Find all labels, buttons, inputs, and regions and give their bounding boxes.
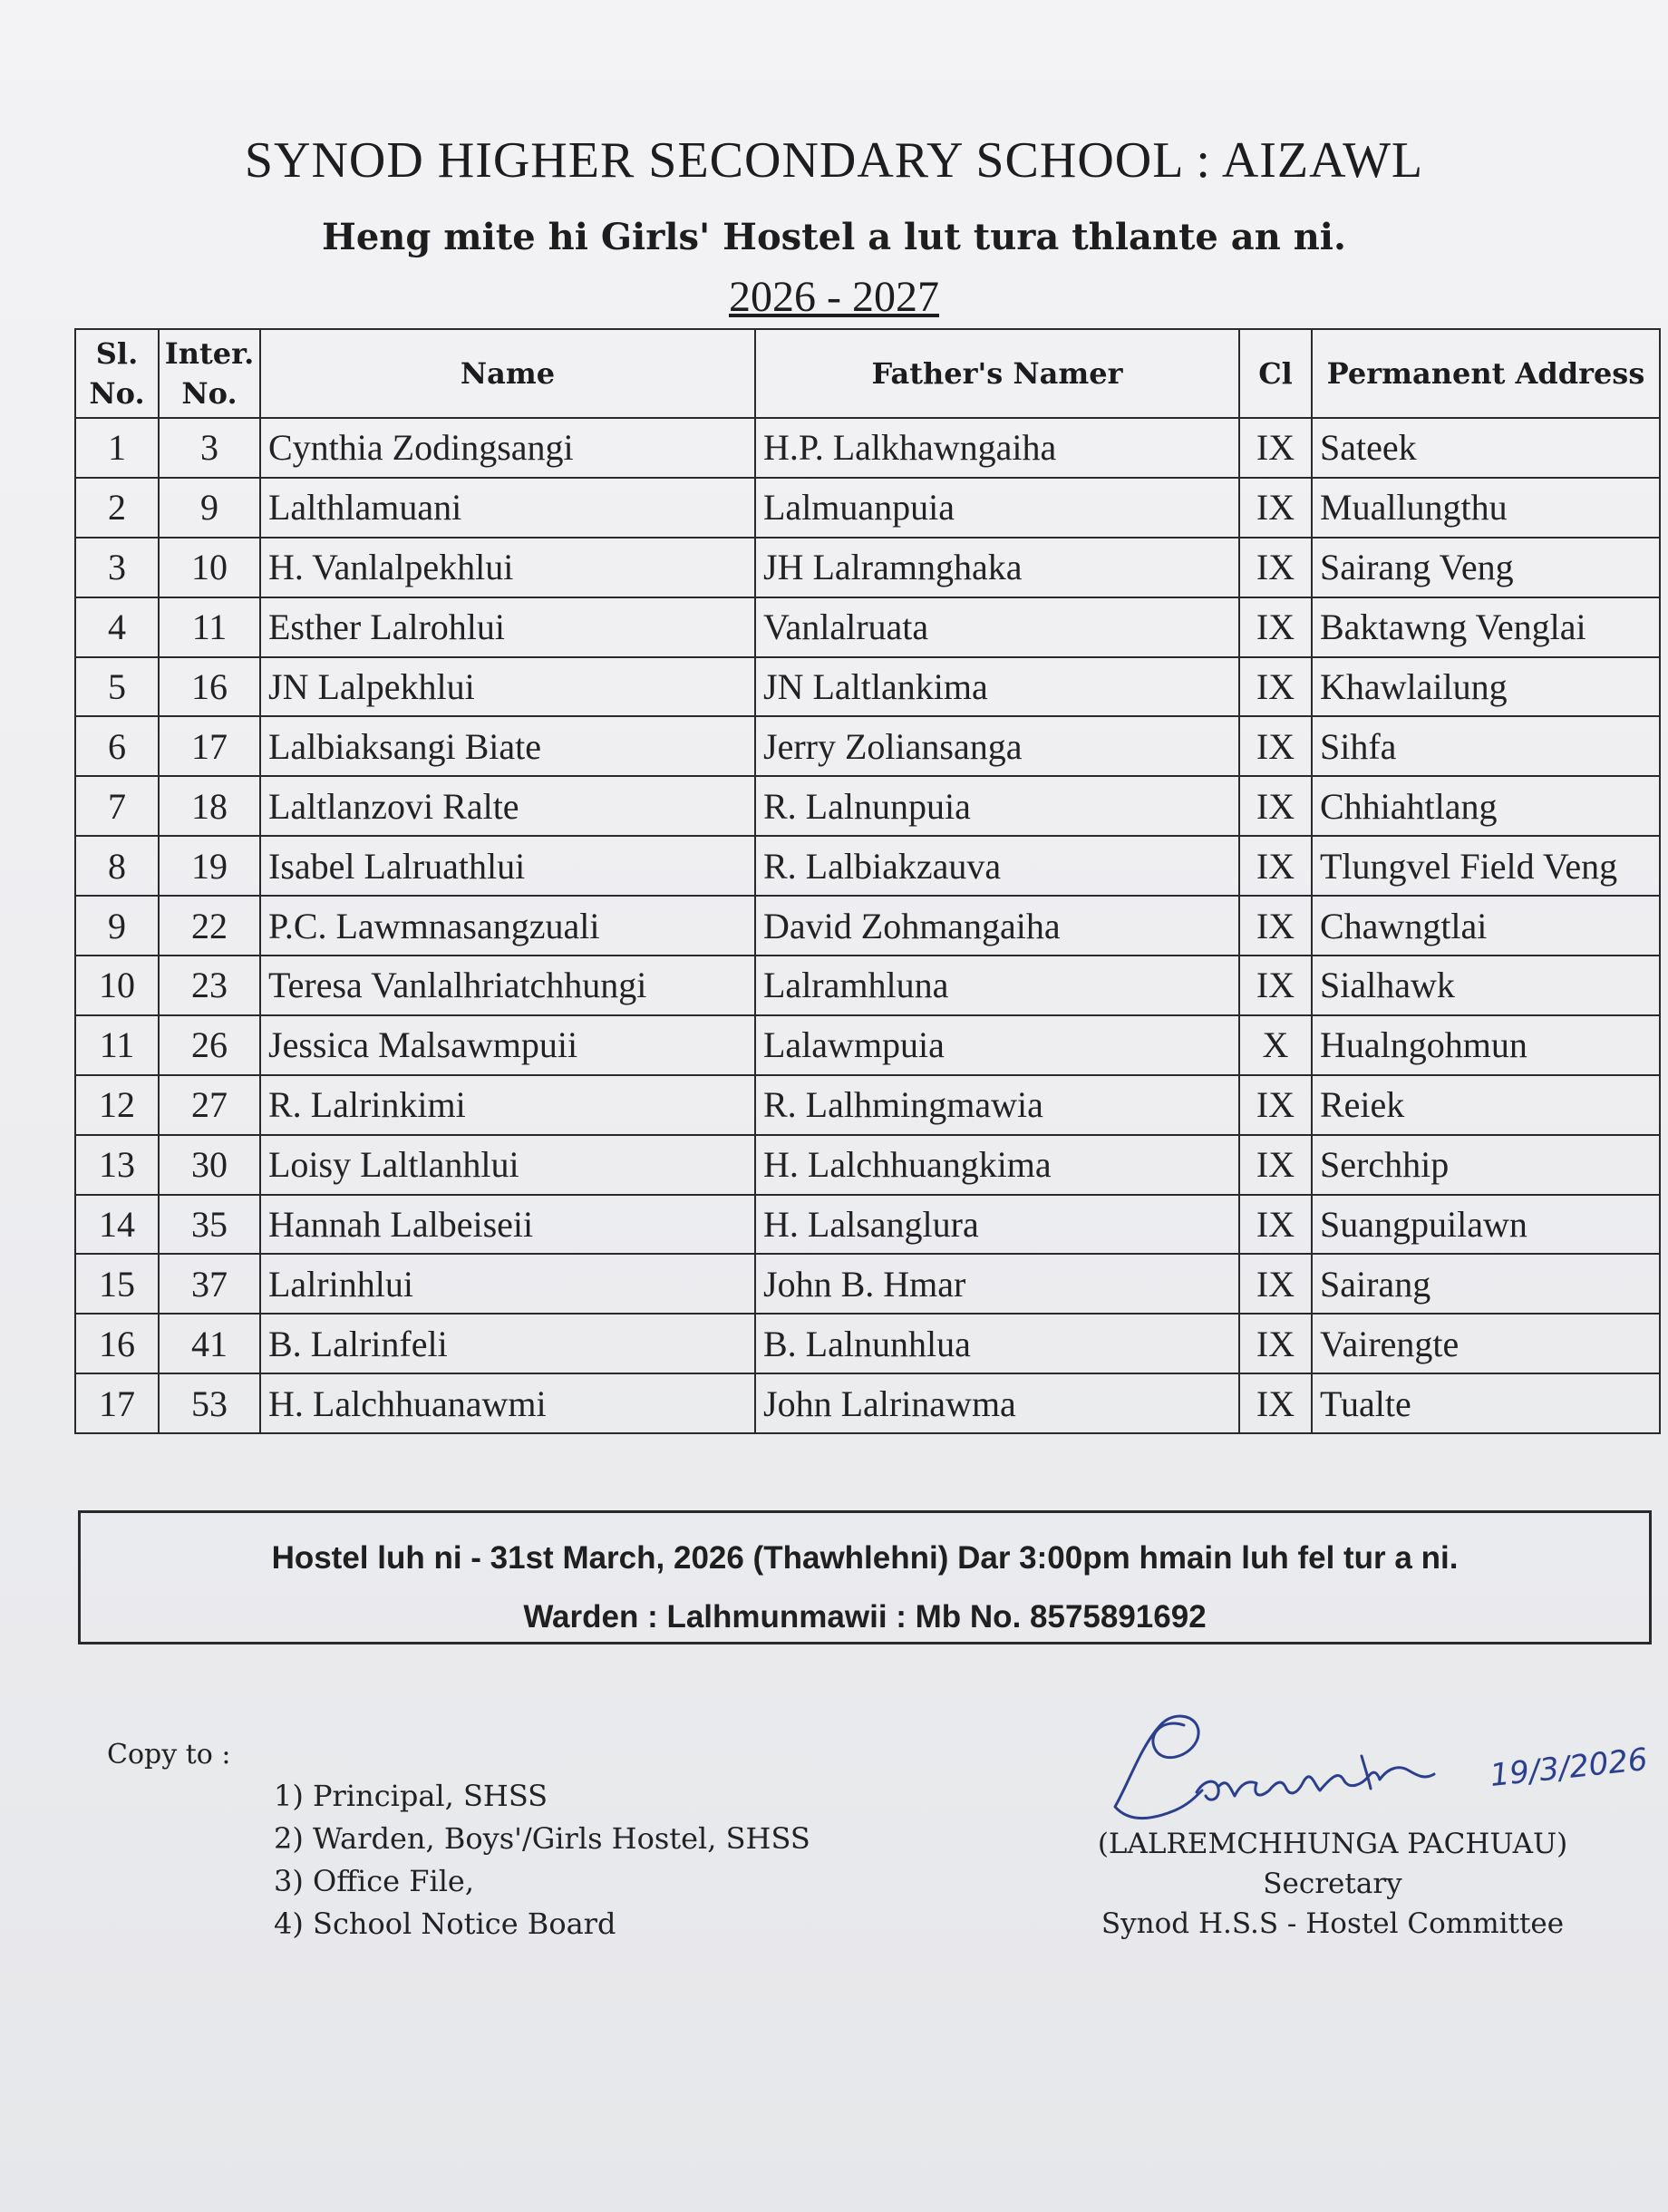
father-name-cell: H. Lalsanglura [755, 1195, 1239, 1255]
inter-no-cell: 23 [159, 956, 260, 1015]
student-name-cell: Teresa Vanlalhriatchhungi [260, 956, 755, 1015]
father-name-cell: H.P. Lalkhawngaiha [755, 418, 1239, 478]
address-cell: Sairang Veng [1312, 538, 1660, 597]
signatory-committee: Synod H.S.S - Hostel Committee [1101, 1907, 1565, 1940]
sl-no-cell: 8 [75, 836, 159, 896]
sl-no-cell: 9 [75, 896, 159, 956]
student-name-cell: Laltlanzovi Ralte [260, 776, 755, 836]
student-name-cell: Lalbiaksangi Biate [260, 716, 755, 776]
address-cell: Serchhip [1312, 1135, 1660, 1195]
sl-no-cell: 15 [75, 1254, 159, 1314]
student-name-cell: Hannah Lalbeiseii [260, 1195, 755, 1255]
inter-no-cell: 22 [159, 896, 260, 956]
class-cell: IX [1239, 896, 1312, 956]
inter-no-cell: 19 [159, 836, 260, 896]
class-cell: IX [1239, 418, 1312, 478]
class-cell: IX [1239, 478, 1312, 538]
sl-no-cell: 13 [75, 1135, 159, 1195]
father-name-cell: JN Laltlankima [755, 657, 1239, 717]
table-row [75, 716, 1660, 776]
student-name-cell: Lalthlamuani [260, 478, 755, 538]
inter-no-cell: 16 [159, 657, 260, 717]
sl-no-cell: 11 [75, 1015, 159, 1075]
entry-date-notice: Hostel luh ni - 31st March, 2026 (Thawhlehni) Dar 3:00pm hmain luh fel tur a ni. [271, 1540, 1459, 1576]
table-row [75, 597, 1660, 657]
student-name-cell: Loisy Laltlanhlui [260, 1135, 755, 1195]
handwritten-signature [1097, 1691, 1668, 1836]
address-cell: Sihfa [1312, 716, 1660, 776]
table-header-row [75, 329, 1660, 418]
sl-no-cell: 5 [75, 657, 159, 717]
student-name-cell: Cynthia Zodingsangi [260, 418, 755, 478]
father-name-cell: R. Lalnunpuia [755, 776, 1239, 836]
class-cell: IX [1239, 1195, 1312, 1255]
table-row [75, 1254, 1660, 1314]
address-cell: Chawngtlai [1312, 896, 1660, 956]
inter-no-cell: 3 [159, 418, 260, 478]
student-name-cell: H. Lalchhuanawmi [260, 1373, 755, 1433]
inter-no-cell: 26 [159, 1015, 260, 1075]
student-name-cell: Esther Lalrohlui [260, 597, 755, 657]
table-row [75, 836, 1660, 896]
copy-to-item: 2) Warden, Boys'/Girls Hostel, SHSS [274, 1821, 810, 1856]
class-cell: IX [1239, 657, 1312, 717]
student-name-cell: R. Lalrinkimi [260, 1075, 755, 1135]
signature-stroke [1115, 1716, 1202, 1819]
sl-no-cell: 1 [75, 418, 159, 478]
father-name-cell: B. Lalnunhlua [755, 1314, 1239, 1373]
copy-to-list [274, 1775, 810, 1945]
table-row [75, 776, 1660, 836]
address-cell: Hualngohmun [1312, 1015, 1660, 1075]
inter-no-cell: 35 [159, 1195, 260, 1255]
student-name-cell: Lalrinhlui [260, 1254, 755, 1314]
column-header-inter-no: Inter. No. [159, 329, 260, 418]
inter-no-cell: 11 [159, 597, 260, 657]
class-cell: IX [1239, 1135, 1312, 1195]
session-year: 2026 - 2027 [729, 273, 939, 321]
signatory-title: Secretary [1263, 1868, 1402, 1900]
column-header-class: Cl [1239, 329, 1312, 418]
table-row [75, 1135, 1660, 1195]
father-name-cell: H. Lalchhuangkima [755, 1135, 1239, 1195]
father-name-cell: Lalramhluna [755, 956, 1239, 1015]
table-row [75, 478, 1660, 538]
father-name-cell: Vanlalruata [755, 597, 1239, 657]
student-name-cell: P.C. Lawmnasangzuali [260, 896, 755, 956]
sl-no-cell: 4 [75, 597, 159, 657]
sl-no-cell: 3 [75, 538, 159, 597]
notice-subtitle: Heng mite hi Girls' Hostel a lut tura thlante an ni. [322, 216, 1346, 258]
warden-contact: Warden : Lalhmunmawii : Mb No. 8575891692 [523, 1599, 1207, 1635]
table-row [75, 896, 1660, 956]
signature-date: 19/3/2026 [1488, 1741, 1650, 1794]
sl-no-cell: 17 [75, 1373, 159, 1433]
column-header-name: Name [260, 329, 755, 418]
father-name-cell: R. Lalbiakzauva [755, 836, 1239, 896]
student-name-cell: H. Vanlalpekhlui [260, 538, 755, 597]
copy-to-item: 1) Principal, SHSS [274, 1779, 548, 1813]
class-cell: IX [1239, 776, 1312, 836]
inter-no-cell: 27 [159, 1075, 260, 1135]
table-row [75, 1195, 1660, 1255]
address-cell: Sialhawk [1312, 956, 1660, 1015]
address-cell: Khawlailung [1312, 657, 1660, 717]
sl-no-cell: 16 [75, 1314, 159, 1373]
father-name-cell: JH Lalramnghaka [755, 538, 1239, 597]
class-cell: IX [1239, 1314, 1312, 1373]
address-cell: Sateek [1312, 418, 1660, 478]
hostel-allotment-table [74, 328, 1661, 1434]
table-row [75, 1075, 1660, 1135]
table-row [75, 657, 1660, 717]
sl-no-cell: 14 [75, 1195, 159, 1255]
class-cell: IX [1239, 956, 1312, 1015]
class-cell: IX [1239, 1254, 1312, 1314]
address-cell: Reiek [1312, 1075, 1660, 1135]
student-name-cell: Isabel Lalruathlui [260, 836, 755, 896]
class-cell: IX [1239, 836, 1312, 896]
father-name-cell: Jerry Zoliansanga [755, 716, 1239, 776]
inter-no-cell: 30 [159, 1135, 260, 1195]
address-cell: Tlungvel Field Veng [1312, 836, 1660, 896]
address-cell: Muallungthu [1312, 478, 1660, 538]
father-name-cell: John Lalrinawma [755, 1373, 1239, 1433]
sl-no-cell: 7 [75, 776, 159, 836]
student-name-cell: B. Lalrinfeli [260, 1314, 755, 1373]
table-row [75, 1015, 1660, 1075]
table-row [75, 956, 1660, 1015]
class-cell: IX [1239, 538, 1312, 597]
address-cell: Chhiahtlang [1312, 776, 1660, 836]
sl-no-cell: 10 [75, 956, 159, 1015]
class-cell: IX [1239, 1373, 1312, 1433]
sl-no-cell: 2 [75, 478, 159, 538]
table-row [75, 1314, 1660, 1373]
hostel-entry-notice-box [78, 1510, 1652, 1644]
school-title: SYNOD HIGHER SECONDARY SCHOOL : AIZAWL [244, 132, 1424, 189]
class-cell: IX [1239, 716, 1312, 776]
inter-no-cell: 10 [159, 538, 260, 597]
address-cell: Sairang [1312, 1254, 1660, 1314]
signature-stroke [1197, 1768, 1434, 1800]
signatory-name: (LALREMCHHUNGA PACHUAU) [1097, 1828, 1568, 1860]
student-name-cell: JN Lalpekhlui [260, 657, 755, 717]
copy-to-item: 3) Office File, [274, 1864, 475, 1898]
signature-stroke [1362, 1756, 1371, 1789]
address-cell: Baktawng Venglai [1312, 597, 1660, 657]
address-cell: Suangpuilawn [1312, 1195, 1660, 1255]
father-name-cell: David Zohmangaiha [755, 896, 1239, 956]
copy-to-item: 4) School Notice Board [274, 1906, 616, 1941]
inter-no-cell: 18 [159, 776, 260, 836]
father-name-cell: Lalmuanpuia [755, 478, 1239, 538]
inter-no-cell: 37 [159, 1254, 260, 1314]
sl-no-cell: 12 [75, 1075, 159, 1135]
column-header-father-name: Father's Namer [755, 329, 1239, 418]
inter-no-cell: 41 [159, 1314, 260, 1373]
father-name-cell: R. Lalhmingmawia [755, 1075, 1239, 1135]
sl-no-cell: 6 [75, 716, 159, 776]
table-row [75, 1373, 1660, 1433]
class-cell: IX [1239, 597, 1312, 657]
table-row [75, 418, 1660, 478]
class-cell: IX [1239, 1075, 1312, 1135]
inter-no-cell: 17 [159, 716, 260, 776]
address-cell: Tualte [1312, 1373, 1660, 1433]
copy-to-heading: Copy to : [107, 1739, 231, 1771]
student-name-cell: Jessica Malsawmpuii [260, 1015, 755, 1075]
inter-no-cell: 53 [159, 1373, 260, 1433]
father-name-cell: Lalawmpuia [755, 1015, 1239, 1075]
address-cell: Vairengte [1312, 1314, 1660, 1373]
signatory-block [1061, 1824, 1605, 1944]
class-cell: X [1239, 1015, 1312, 1075]
father-name-cell: John B. Hmar [755, 1254, 1239, 1314]
column-header-sl-no: Sl. No. [75, 329, 159, 418]
column-header-permanent-address: Permanent Address [1312, 329, 1660, 418]
inter-no-cell: 9 [159, 478, 260, 538]
table-row [75, 538, 1660, 597]
